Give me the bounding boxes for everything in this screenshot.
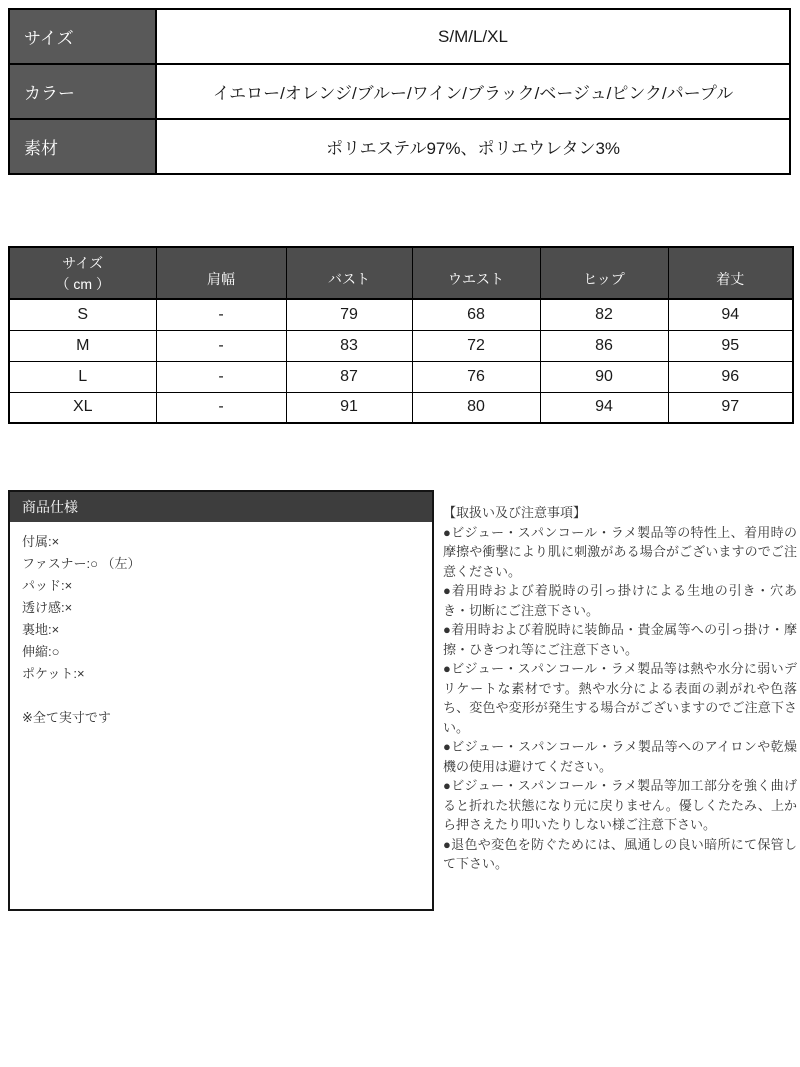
handling-note-item: ●着用時および着脱時の引っ掛けによる生地の引き・穴あき・切断にご注意下さい。 xyxy=(443,583,797,618)
value-cell: 96 xyxy=(668,361,793,392)
handling-note-item: ●ビジュー・スパンコール・ラメ製品等加工部分を強く曲げると折れた状態になり元に戻りません。優しくたたみ、上から押さえたり叩いたりしない様ご注意下さい。 xyxy=(443,778,797,832)
value-cell: 86 xyxy=(540,330,668,361)
value-cell: 94 xyxy=(668,299,793,330)
size-chart-header-hip: ヒップ xyxy=(540,247,668,299)
size-chart-header-waist: ウエスト xyxy=(412,247,540,299)
size-chart-header-bust: バスト xyxy=(286,247,412,299)
size-cell: XL xyxy=(9,392,156,423)
spec-summary-row xyxy=(9,119,790,174)
handling-note-item: ●ビジュー・スパンコール・ラメ製品等の特性上、着用時の摩擦や衝撃により肌に刺激がある場合がございますのでご注意ください。 xyxy=(443,524,797,579)
value-cell: 97 xyxy=(668,392,793,423)
size-chart-header-row xyxy=(9,247,793,299)
value-cell: - xyxy=(156,299,286,330)
spec-item-stretch: 伸縮:○ xyxy=(22,644,60,659)
value-cell: 76 xyxy=(412,361,540,392)
value-cell: 83 xyxy=(286,330,412,361)
product-spec-list xyxy=(10,522,432,685)
spec-item-pad: パッド:× xyxy=(22,578,73,593)
value-cell: 87 xyxy=(286,361,412,392)
value-cell: 90 xyxy=(540,361,668,392)
value-cell: 94 xyxy=(540,392,668,423)
value-cell: 95 xyxy=(668,330,793,361)
spec-summary-value-color: イエロー/オレンジ/ブルー/ワイン/ブラック/ベージュ/ピンク/パープル xyxy=(156,64,790,119)
size-chart-row-s xyxy=(9,299,793,330)
product-spec-title-bar: 商品仕様 xyxy=(10,492,432,522)
size-chart-header-length: 着丈 xyxy=(668,247,793,299)
size-chart-header-size-cm xyxy=(9,247,156,299)
handling-note-item: ●ビジュー・スパンコール・ラメ製品等へのアイロンや乾燥機の使用は避けてください。 xyxy=(443,739,797,774)
size-cell: L xyxy=(9,361,156,392)
spec-item-pocket: ポケット:× xyxy=(22,666,85,681)
spec-summary-value-material: ポリエステル97%、ポリエウレタン3% xyxy=(156,119,790,174)
handling-notes xyxy=(443,503,797,874)
measurement-note: ※全て実寸です xyxy=(22,710,111,725)
value-cell: 72 xyxy=(412,330,540,361)
size-chart-header-size-line1: サイズ xyxy=(62,254,104,271)
value-cell: 80 xyxy=(412,392,540,423)
size-chart-table xyxy=(8,246,794,424)
handling-note-item: ●着用時および着脱時に装飾品・貴金属等への引っ掛け・摩擦・ひきつれ等にご注意下さい。 xyxy=(443,622,797,657)
size-cell: M xyxy=(9,330,156,361)
spec-item-lining: 裏地:× xyxy=(22,622,60,637)
value-cell: 68 xyxy=(412,299,540,330)
product-spec-panel xyxy=(8,490,434,911)
handling-note-item: ●ビジュー・スパンコール・ラメ製品等は熱や水分に弱いデリケートな素材です。熱や水分による表面の剥がれや色落ち、変色や変形が発生する場合がございますのでご注意下さい。 xyxy=(443,661,797,735)
handling-notes-title: 【取扱い及び注意事項】 xyxy=(443,505,587,520)
size-chart-header-shoulder: 肩幅 xyxy=(156,247,286,299)
value-cell: - xyxy=(156,330,286,361)
value-cell: - xyxy=(156,392,286,423)
spec-summary-table xyxy=(8,8,791,175)
spec-summary-label-size: サイズ xyxy=(9,9,156,64)
handling-note-item: ●退色や変色を防ぐためには、風通しの良い暗所にて保管して下さい。 xyxy=(443,836,797,871)
size-cell: S xyxy=(9,299,156,330)
value-cell: 79 xyxy=(286,299,412,330)
size-chart-row-xl xyxy=(9,392,793,423)
value-cell: 82 xyxy=(540,299,668,330)
spec-summary-label-color: カラー xyxy=(9,64,156,119)
spec-summary-value-size: S/M/L/XL xyxy=(156,9,790,64)
size-chart-row-l xyxy=(9,361,793,392)
value-cell: - xyxy=(156,361,286,392)
spec-item-accessory: 付属:× xyxy=(22,534,60,549)
spec-item-fastener: ファスナー:○ （左） xyxy=(22,556,141,571)
spec-item-sheerness: 透け感:× xyxy=(22,600,73,615)
size-chart-row-m xyxy=(9,330,793,361)
size-chart-header-size-line2: （ cm ） xyxy=(55,275,110,292)
spec-summary-row xyxy=(9,64,790,119)
spec-summary-row xyxy=(9,9,790,64)
value-cell: 91 xyxy=(286,392,412,423)
spec-summary-label-material: 素材 xyxy=(9,119,156,174)
